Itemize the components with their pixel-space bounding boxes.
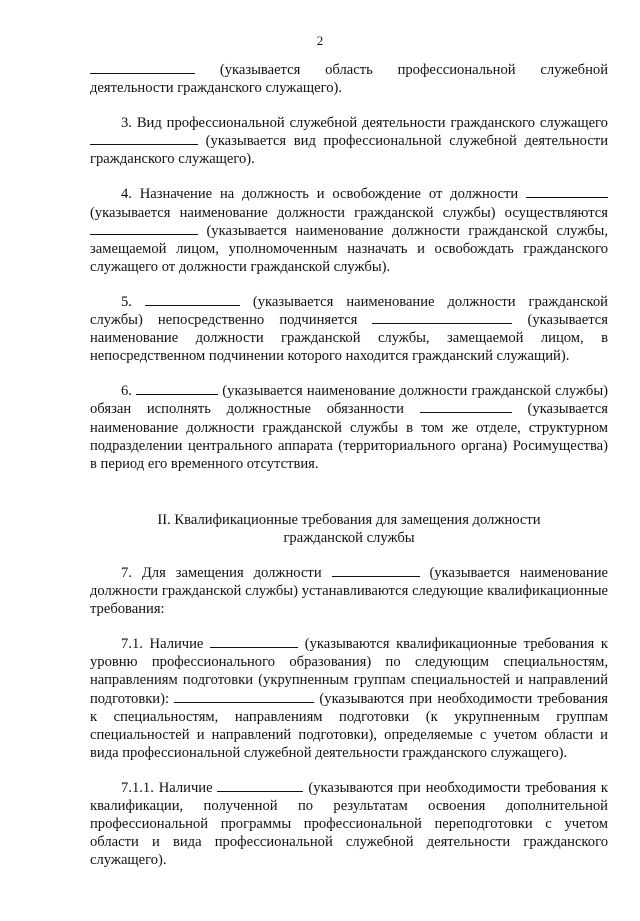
fill-blank (526, 186, 608, 198)
paragraph-7-1-1 (90, 779, 608, 869)
fill-blank (332, 565, 420, 577)
text: (указываются при необходимости требования к квалификации, полученной по результатам освоения дополнительной профессиональной программы профессиональной переподготовки с учетом области и вида профессиональной служебной деятельности гражданского служащего). (90, 779, 609, 869)
item-number: 3. (121, 115, 132, 132)
text: (указывается вид профессиональной служебной деятельности гражданского служащего). (90, 133, 608, 168)
fill-blank (90, 62, 195, 74)
text: (указывается область профессиональной служебной деятельности гражданского служащего). (90, 62, 608, 97)
paragraph-6 (90, 382, 608, 472)
text: (указывается наименование должности гражданской службы, замещаемой лицом, в непосредственном подчинении которого находится гражданский служащий). (90, 312, 608, 365)
paragraph-3 (90, 114, 608, 168)
paragraph-5 (90, 293, 608, 365)
item-number: 5. (121, 293, 132, 310)
text: 7.1.1. Наличие (121, 779, 213, 796)
text: (указывается наименование должности гражданской службы в том же отделе, структурном подразделении центрального аппарата (территориального органа) Росимущества) в период его временного отсутствия. (90, 401, 609, 472)
fill-blank (420, 401, 512, 413)
text: (указывается наименование должности гражданской службы) устанавливаются следующие квалификационные требования: (90, 564, 608, 618)
text: (указываются при необходимости требования к специальностям, направлениям подготовки (к укрупненным группам специальностей и направлений подготовки), определяемые с учетом области и вида профессиональной служебной деятельности гражданского служащего). (90, 690, 608, 761)
text: 4. Назначение на должность и освобождение от должности (121, 186, 519, 203)
paragraph-4 (90, 185, 608, 275)
fill-blank (372, 312, 512, 324)
fill-blank (210, 636, 298, 648)
fill-blank (90, 133, 198, 145)
page-number: 2 (316, 33, 324, 48)
paragraph-2-tail (90, 61, 608, 97)
fill-blank (174, 691, 314, 703)
text: (указывается наименование должности гражданской службы) непосредственно подчиняется (90, 293, 608, 329)
fill-blank (90, 223, 198, 235)
fill-blank (145, 294, 240, 306)
text: (указываются квалификационные требования к уровню профессионального образования) по следующим специальностям, направлениям подготовки (укрупненным группам специальностей и направлений подготовки): (90, 636, 608, 707)
section-heading: II. Квалификационные требования для замещения должности гражданской службы (157, 511, 541, 546)
fill-blank (136, 383, 218, 395)
paragraph-7-1 (90, 635, 608, 762)
paragraph-7 (90, 564, 608, 618)
text: (указывается наименование должности гражданской службы) осуществляются (90, 204, 608, 221)
text: 7. Для замещения должности (121, 564, 322, 581)
text: 7.1. Наличие (121, 636, 204, 653)
text: (указывается наименование должности гражданской службы, замещаемой лицом, уполномоченным назначать и освобождать гражданского служащего от должности гражданской службы). (90, 222, 608, 275)
fill-blank (217, 780, 303, 792)
text: (указывается наименование должности гражданской службы) обязан исполнять должностные обязанности (90, 383, 608, 418)
item-number: 6. (121, 383, 132, 400)
text: Вид профессиональной служебной деятельности гражданского служащего (136, 115, 608, 132)
document-body (90, 61, 608, 869)
